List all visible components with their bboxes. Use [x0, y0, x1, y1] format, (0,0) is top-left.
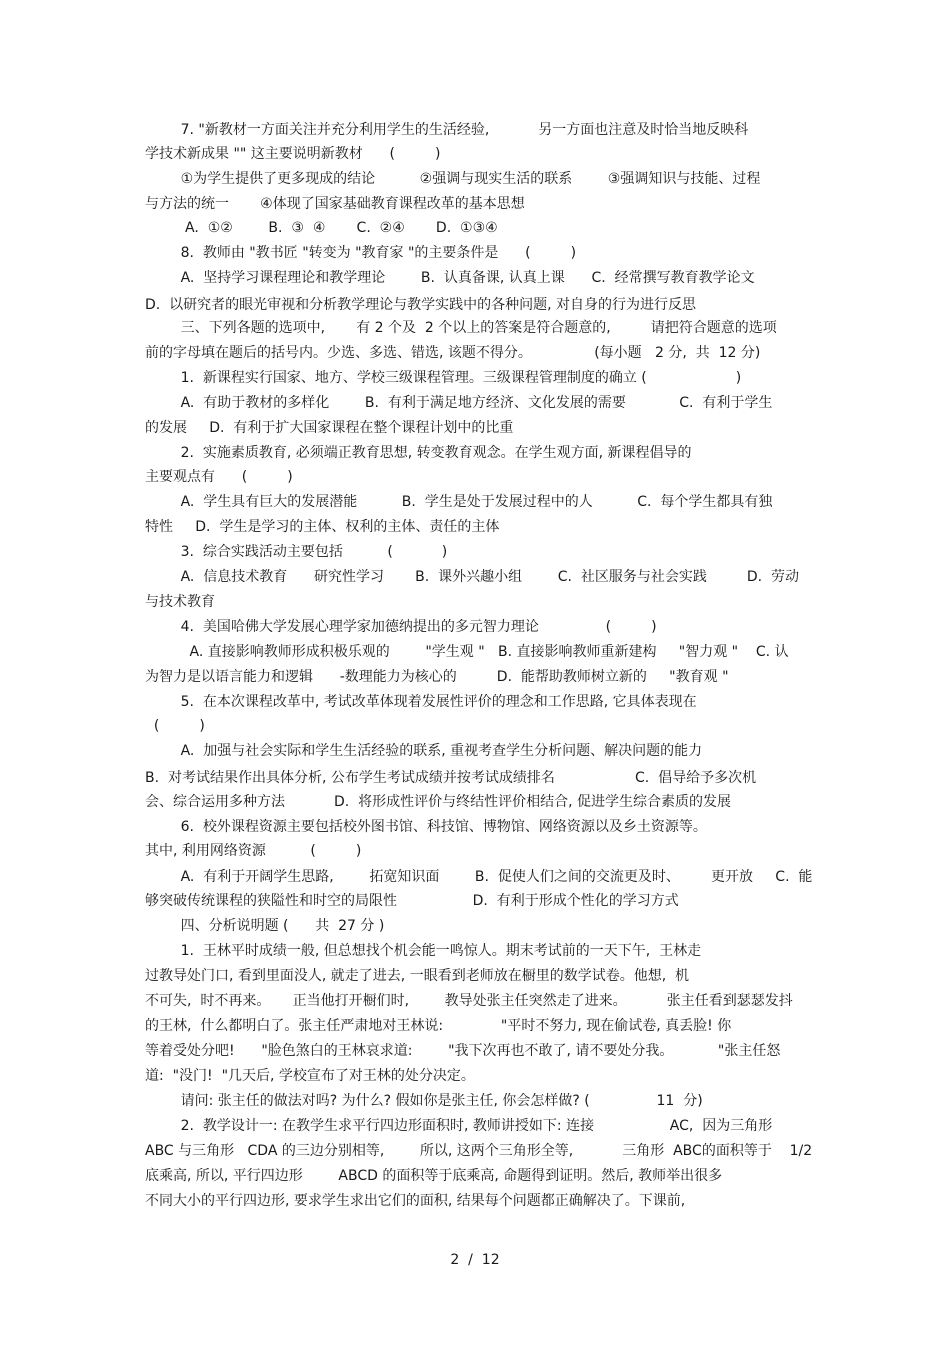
text-line: 3. 综合实践活动主要包括 ( ): [145, 544, 448, 560]
text-line: 学技术新成果 "" 这主要说明新教材 ( ): [145, 146, 441, 162]
text-line: A. 信息技术教育 研究性学习 B. 课外兴趣小组 C. 社区服务与社会实践 D. 劳动: [145, 569, 799, 585]
text-line: 四、分析说明题 ( 共 27 分 ): [145, 918, 385, 934]
text-line: 请问: 张主任的做法对吗? 为什么? 假如你是张主任, 你会怎样做? ( 11 分): [145, 1093, 703, 1109]
text-line: 8. 教师由 "教书匠 "转变为 "教育家 "的主要条件是 ( ): [145, 245, 577, 261]
text-line: 特性 D. 学生是学习的主体、权利的主体、责任的主体: [145, 519, 500, 535]
text-line: 其中, 利用网络资源 ( ): [145, 843, 362, 859]
text-line: 1. 王林平时成绩一般, 但总想找个机会能一鸣惊人。期末考试前的一天下午, 王林走: [145, 943, 702, 959]
text-line: A. 加强与社会实际和学生生活经验的联系, 重视考查学生分析问题、解决问题的能力: [145, 743, 703, 759]
text-line: A. 学生具有巨大的发展潜能 B. 学生是处于发展过程中的人 C. 每个学生都具有独: [145, 494, 773, 510]
text-line: B. 对考试结果作出具体分析, 公布学生考试成绩并按考试成绩排名 C. 倡导给予多次机: [145, 770, 757, 786]
text-line: ABC 与三角形 CDA 的三边分别相等, 所以, 这两个三角形全等, 三角形 ABC的面积等于 1/2: [145, 1143, 813, 1159]
text-line: 底乘高, 所以, 平行四边形 ABCD 的面积等于底乘高, 命题得到证明。然后, 教师举出很多: [145, 1168, 723, 1184]
text-line: 的发展 D. 有利于扩大国家课程在整个课程计划中的比重: [145, 420, 514, 436]
text-line: 5. 在本次课程改革中, 考试改革体现着发展性评价的理念和工作思路, 它具体表现在: [145, 694, 697, 710]
text-line: 6. 校外课程资源主要包括校外图书馆、科技馆、博物馆、网络资源以及乡土资源等。: [145, 819, 707, 835]
text-line: 过教导处门口, 看到里面没人, 就走了进去, 一眼看到老师放在橱里的数学试卷。他想, 机: [145, 968, 690, 984]
text-line: 与方法的统一 ④体现了国家基础教育课程改革的基本思想: [145, 196, 525, 212]
text-line: 不可失, 时不再来。 正当他打开橱们时, 教导处张主任突然走了进来。 张主任看到瑟瑟发抖: [145, 993, 793, 1009]
text-line: A. 直接影响教师形成积极乐观的 "学生观 " B. 直接影响教师重新建构 "智力观 " C. 认: [145, 644, 789, 660]
text-line: 与技术教育: [145, 594, 215, 610]
page-number: 2 / 12: [450, 1252, 500, 1268]
text-line: A. ①② B. ③ ④ C. ②④ D. ①③④: [145, 220, 498, 236]
text-line: 不同大小的平行四边形, 要求学生求出它们的面积, 结果每个问题都正确解决了。下课前,: [145, 1193, 686, 1209]
text-line: 三、下列各题的选项中, 有 2 个及 2 个以上的答案是符合题意的, 请把符合题意的选项: [145, 320, 777, 336]
text-line: 主要观点有 ( ): [145, 469, 293, 485]
text-line: 4. 美国哈佛大学发展心理学家加德纳提出的多元智力理论 ( ): [145, 619, 657, 635]
text-line: 为智力是以语言能力和逻辑 -数理能力为核心的 D. 能帮助教师树立新的 "教育观 ": [145, 669, 729, 685]
text-line: A. 有利于开阔学生思路, 拓宽知识面 B. 促使人们之间的交流更及时、 更开放 C. 能: [145, 869, 813, 885]
text-line: 会、综合运用多种方法 D. 将形成性评价与终结性评价相结合, 促进学生综合素质的发展: [145, 794, 731, 810]
text-line: D. 以研究者的眼光审视和分析教学理论与教学实践中的各种问题, 对自身的行为进行反思: [145, 297, 697, 313]
text-line: 道: "没门! "几天后, 学校宣布了对王林的处分决定。: [145, 1068, 475, 1084]
text-line: 够突破传统课程的狭隘性和时空的局限性 D. 有利于形成个性化的学习方式: [145, 893, 679, 909]
text-line: A. 坚持学习课程理论和教学理论 B. 认真备课, 认真上课 C. 经常撰写教育教学论文: [145, 270, 755, 286]
text-line: 2. 教学设计一: 在教学生求平行四边形面积时, 教师讲授如下: 连接 AC, 因为三角形: [145, 1118, 773, 1134]
text-line: 的王林, 什么都明白了。张主任严肃地对王林说: "平时不努力, 现在偷试卷, 真丢脸! 你: [145, 1018, 732, 1034]
text-line: 2. 实施素质教育, 必须端正教育思想, 转变教育观念。在学生观方面, 新课程倡导的: [145, 445, 692, 461]
text-line: 1. 新课程实行国家、地方、学校三级课程管理。三级课程管理制度的确立 ( ): [145, 370, 742, 386]
text-line: A. 有助于教材的多样化 B. 有利于满足地方经济、文化发展的需要 C. 有利于学生: [145, 395, 773, 411]
text-line: 等着受处分吧! "脸色煞白的王林哀求道: "我下次再也不敢了, 请不要处分我。 "张主任怒: [145, 1043, 781, 1059]
text-line: ①为学生提供了更多现成的结论 ②强调与现实生活的联系 ③强调知识与技能、过程: [145, 171, 761, 187]
text-line: 7. "新教材一方面关注并充分利用学生的生活经验, 另一方面也注意及时恰当地反映科: [145, 122, 749, 138]
text-line: ( ): [145, 718, 205, 734]
text-line: 前的字母填在题后的括号内。少选、多选、错选, 该题不得分。 (每小题 2 分, 共 12 分): [145, 345, 761, 361]
